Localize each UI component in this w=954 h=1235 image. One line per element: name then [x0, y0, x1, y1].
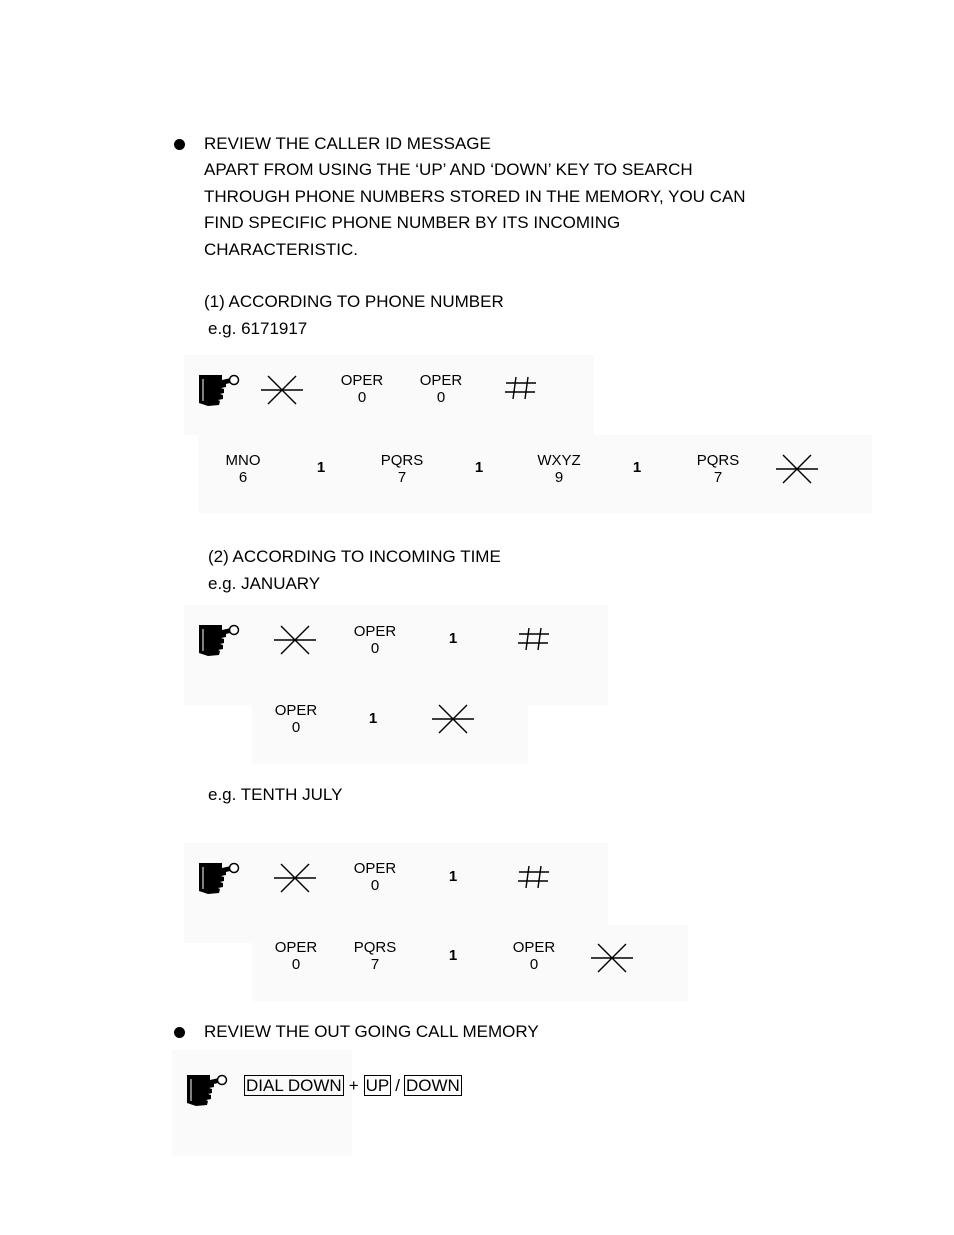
subsection-title: (2) ACCORDING TO INCOMING TIME — [208, 547, 501, 566]
key-1: 1 — [474, 459, 484, 476]
key-oper-0: OPER 0 — [274, 939, 318, 973]
key-oper-0: OPER 0 — [419, 372, 463, 406]
hash-key-icon — [517, 626, 551, 652]
star-key-icon — [273, 623, 317, 657]
key-oper-0: OPER 0 — [353, 860, 397, 894]
key-mno-6: MNO 6 — [225, 452, 261, 486]
pointing-hand-icon — [196, 860, 242, 896]
pointing-hand-icon — [184, 1072, 230, 1108]
paragraph-line: CHARACTERISTIC. — [204, 240, 358, 259]
key-pqrs-7: PQRS 7 — [353, 939, 397, 973]
example-label: e.g. TENTH JULY — [208, 785, 343, 804]
plus-sign: + — [348, 1076, 359, 1095]
dial-down-key: DIAL DOWN — [246, 1076, 342, 1095]
key-oper-0: OPER 0 — [512, 939, 556, 973]
section-heading: REVIEW THE OUT GOING CALL MEMORY — [204, 1022, 539, 1041]
paragraph-line: THROUGH PHONE NUMBERS STORED IN THE MEMORY, YOU CAN — [204, 187, 746, 206]
pointing-hand-icon — [196, 622, 242, 658]
key-1: 1 — [448, 947, 458, 964]
paragraph-line: APART FROM USING THE ‘UP’ AND ‘DOWN’ KEY TO SEARCH — [204, 160, 693, 179]
key-oper-0: OPER 0 — [353, 623, 397, 657]
up-key: UP — [365, 1076, 390, 1095]
example-label: e.g. JANUARY — [208, 574, 321, 593]
star-key-icon — [260, 373, 304, 407]
bullet-point — [174, 139, 185, 150]
key-1: 1 — [368, 710, 378, 727]
key-oper-0: OPER 0 — [340, 372, 384, 406]
bullet-point — [174, 1027, 185, 1038]
key-wxyz-9: WXYZ 9 — [537, 452, 581, 486]
star-key-icon — [775, 452, 819, 486]
outgoing-key-sequence — [244, 1075, 462, 1096]
key-1: 1 — [448, 630, 458, 647]
key-1: 1 — [448, 868, 458, 885]
paragraph-line: FIND SPECIFIC PHONE NUMBER BY ITS INCOMING — [204, 213, 621, 232]
down-key: DOWN — [406, 1076, 460, 1095]
key-pqrs-7: PQRS 7 — [696, 452, 740, 486]
pointing-hand-icon — [196, 372, 242, 408]
star-key-icon — [431, 702, 475, 736]
subsection-title: (1) ACCORDING TO PHONE NUMBER — [204, 292, 504, 311]
slash-separator: / — [395, 1076, 401, 1095]
hash-key-icon — [504, 375, 538, 401]
star-key-icon — [590, 941, 634, 975]
key-1: 1 — [316, 459, 326, 476]
example-label: e.g. 6171917 — [208, 319, 308, 338]
section-heading: REVIEW THE CALLER ID MESSAGE — [204, 134, 491, 153]
star-key-icon — [273, 861, 317, 895]
key-oper-0: OPER 0 — [274, 702, 318, 736]
key-1: 1 — [632, 459, 642, 476]
hash-key-icon — [517, 864, 551, 890]
key-pqrs-7: PQRS 7 — [380, 452, 424, 486]
